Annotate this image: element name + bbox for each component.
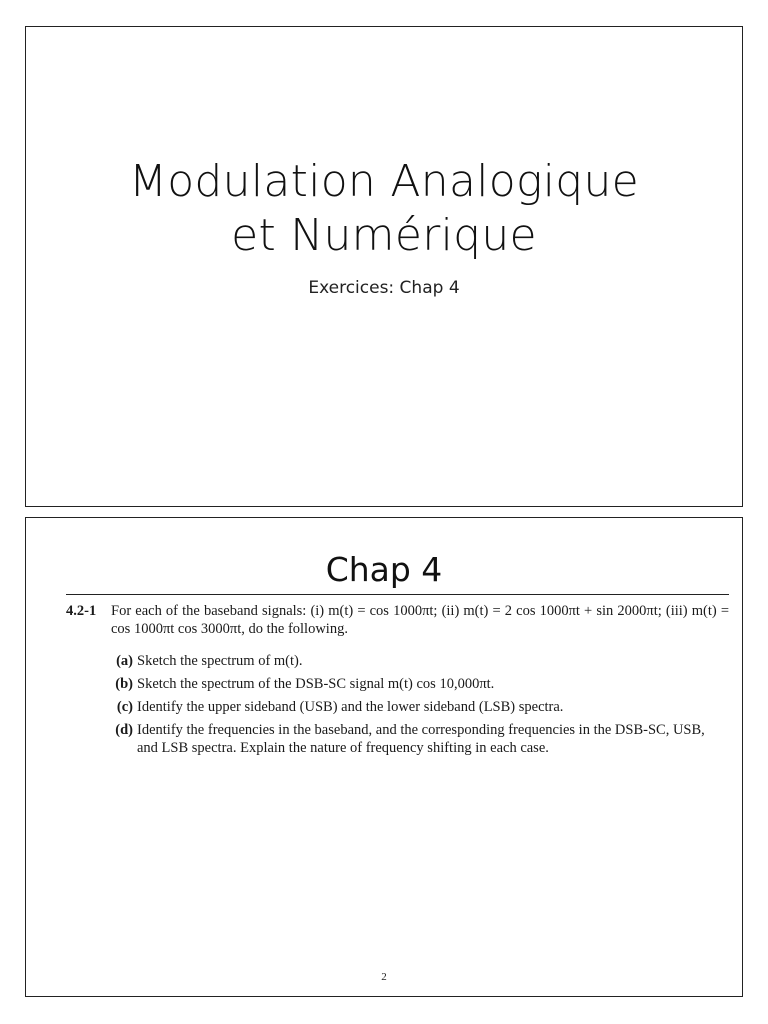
title-slide: [25, 26, 743, 507]
title-line-2: et Numérique: [231, 210, 537, 261]
problem-part-b: [109, 675, 729, 693]
exercise-slide: [25, 517, 743, 997]
problem-part-a: [109, 652, 729, 670]
title-line-1: Modulation Analogique: [128, 156, 640, 207]
problem-part-d: [109, 721, 729, 757]
part-text: Identify the frequencies in the baseband, and the corresponding frequencies in the DSB-SC, USB, and LSB spectra. Explain the nature of frequency shifting in each case.: [137, 722, 705, 756]
part-text: Sketch the spectrum of m(t).: [137, 653, 303, 669]
part-label: (a): [116, 653, 133, 669]
problem-statement: For each of the baseband signals: (i) m(t) = cos 1000πt; (ii) m(t) = 2 cos 1000πt + sin 2000πt; (iii) m(t) = cos 1000πt cos 3000πt, do the following.: [111, 603, 729, 637]
heading-divider: [66, 594, 729, 595]
page-number: 2: [381, 971, 387, 983]
part-label: (b): [115, 676, 133, 692]
part-label: (c): [116, 699, 133, 715]
part-text: Sketch the spectrum of the DSB-SC signal m(t) cos 10,000πt.: [137, 676, 495, 692]
problem-number: 4.2-1: [66, 603, 97, 619]
part-text: Identify the upper sideband (USB) and the lower sideband (LSB) spectra.: [137, 699, 564, 715]
problem-part-c: [109, 698, 729, 716]
slide-title: [26, 155, 742, 263]
problem-block: [66, 602, 729, 762]
part-label: (d): [115, 722, 133, 738]
slide-subtitle: Exercices: Chap 4: [308, 278, 460, 298]
chapter-heading: Chap 4: [325, 550, 443, 589]
problem-parts: [109, 652, 729, 757]
